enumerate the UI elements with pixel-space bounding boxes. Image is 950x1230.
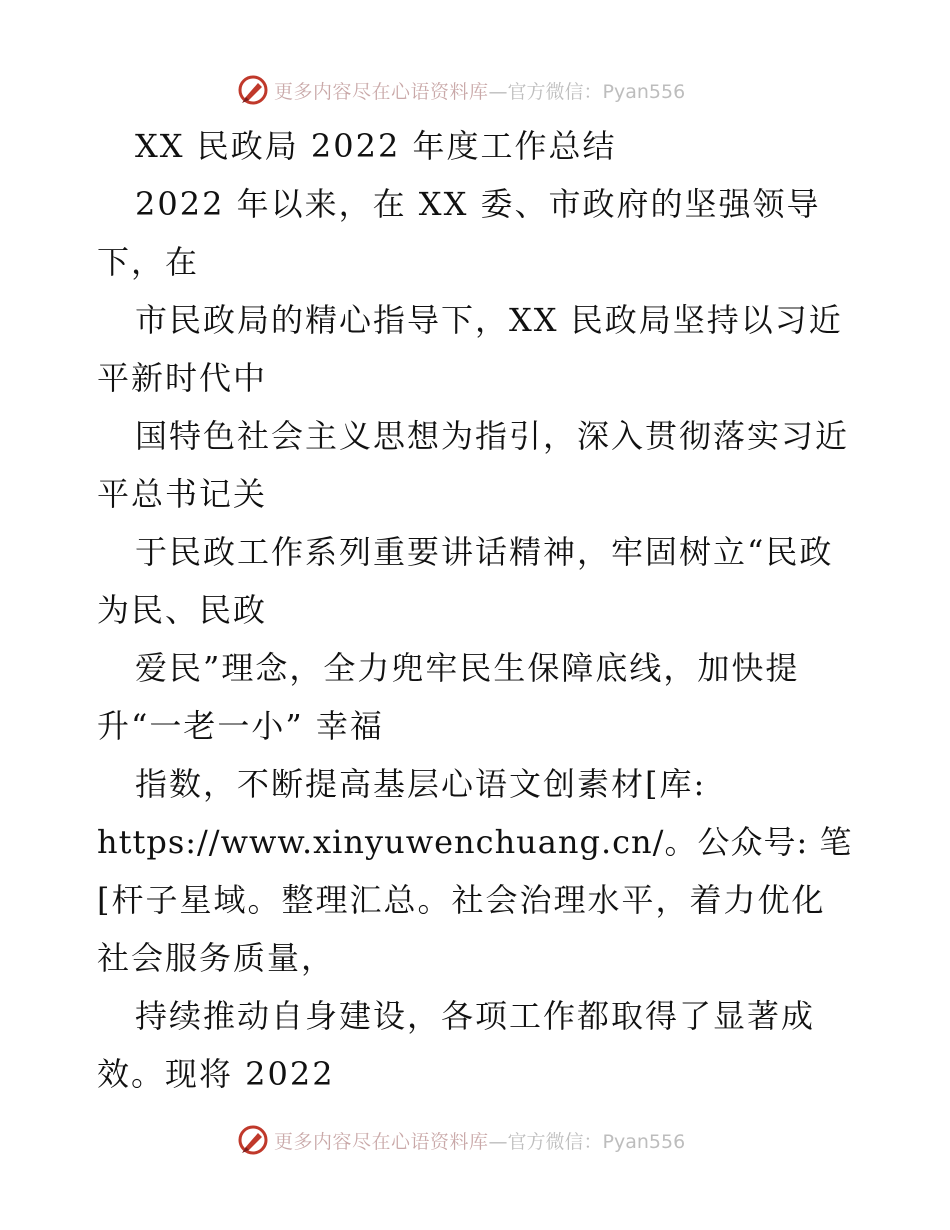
paragraph-line: 效。现将 2022 [97, 1055, 335, 1093]
paragraph-line: 平新时代中 [97, 359, 268, 397]
banner-main-text: 更多内容尽在心语资料库 [274, 1130, 489, 1153]
footer-watermark-banner [236, 1120, 716, 1160]
paragraph-line: 2022 年以来，在 XX 委、市政府的坚强领导 [135, 185, 821, 223]
banner-main-text: 更多内容尽在心语资料库 [274, 80, 489, 103]
paragraph-line: 国特色社会主义思想为指引，深入贯彻落实习近 [135, 417, 850, 455]
paragraph-line: 持续推动自身建设，各项工作都取得了显著成 [135, 997, 816, 1035]
paragraph-line: 爱民”理念，全力兜牢民生保障底线，加快提 [135, 649, 800, 687]
paragraph-line: 社会服务质量， [97, 939, 336, 977]
banner-sub-text: —官方微信：Pyan556 [488, 80, 686, 103]
paragraph-line: 平总书记关 [97, 475, 268, 513]
pen-logo-icon [236, 1123, 270, 1157]
paragraph-line: 为民、民政 [97, 591, 268, 629]
paragraph-line: 升“一老一小” 幸福 [97, 707, 384, 745]
paragraph-line: 于民政工作系列重要讲话精神，牢固树立“民政 [135, 533, 834, 571]
paragraph-line: 下，在 [97, 243, 200, 281]
header-watermark-banner [236, 70, 716, 110]
paragraph-line: [杆子星域。整理汇总。社会治理水平，着力优化 [97, 881, 826, 919]
paragraph-line: 指数，不断提高基层心语文创素材[库: [135, 765, 707, 803]
paragraph-line: 市民政局的精心指导下，XX 民政局坚持以习近 [135, 301, 843, 339]
paragraph-line: https://www.xinyuwenchuang.cn/。公众号: 笔 [97, 823, 853, 861]
banner-sub-text: —官方微信：Pyan556 [488, 1130, 686, 1153]
pen-logo-icon [236, 73, 270, 107]
document-title: XX 民政局 2022 年度工作总结 [135, 127, 617, 165]
